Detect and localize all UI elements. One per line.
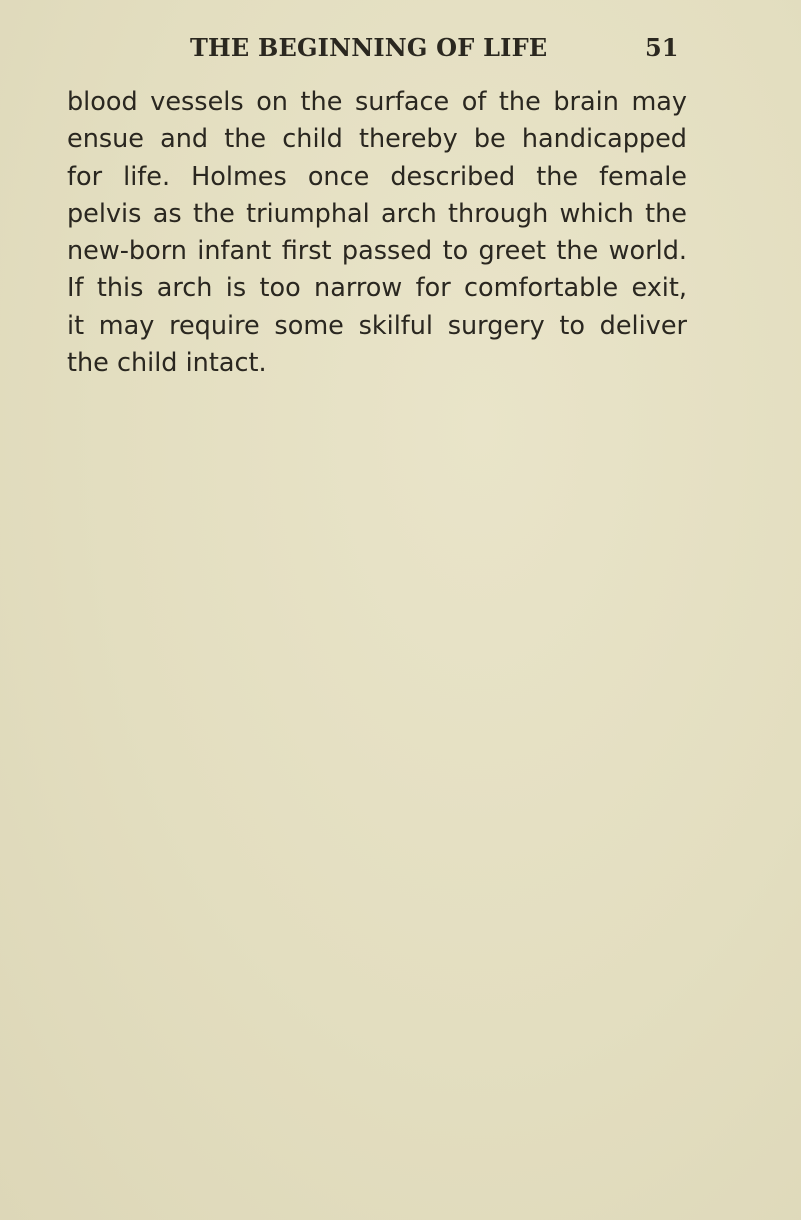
page-number: 51 [645,33,679,62]
text-line: blood vessels on the surface of the brain may [67,87,687,117]
text-line: it may require some skilful surgery to deliver [67,310,687,341]
text-line: new-born infant first passed to greet the world. [67,236,687,267]
text-line: the child intact. [67,348,267,379]
text-line: pelvis as the triumphal arch through which the [67,198,687,229]
text-line: If this arch is too narrow for comfortable exit, [67,273,687,304]
text-line: for life. Holmes once described the female [67,161,687,192]
body-paragraph [67,84,687,382]
text-line: ensue and the child thereby be handicapped [67,124,687,155]
running-title: THE BEGINNING OF LIFE [190,33,548,62]
running-head [0,30,801,66]
